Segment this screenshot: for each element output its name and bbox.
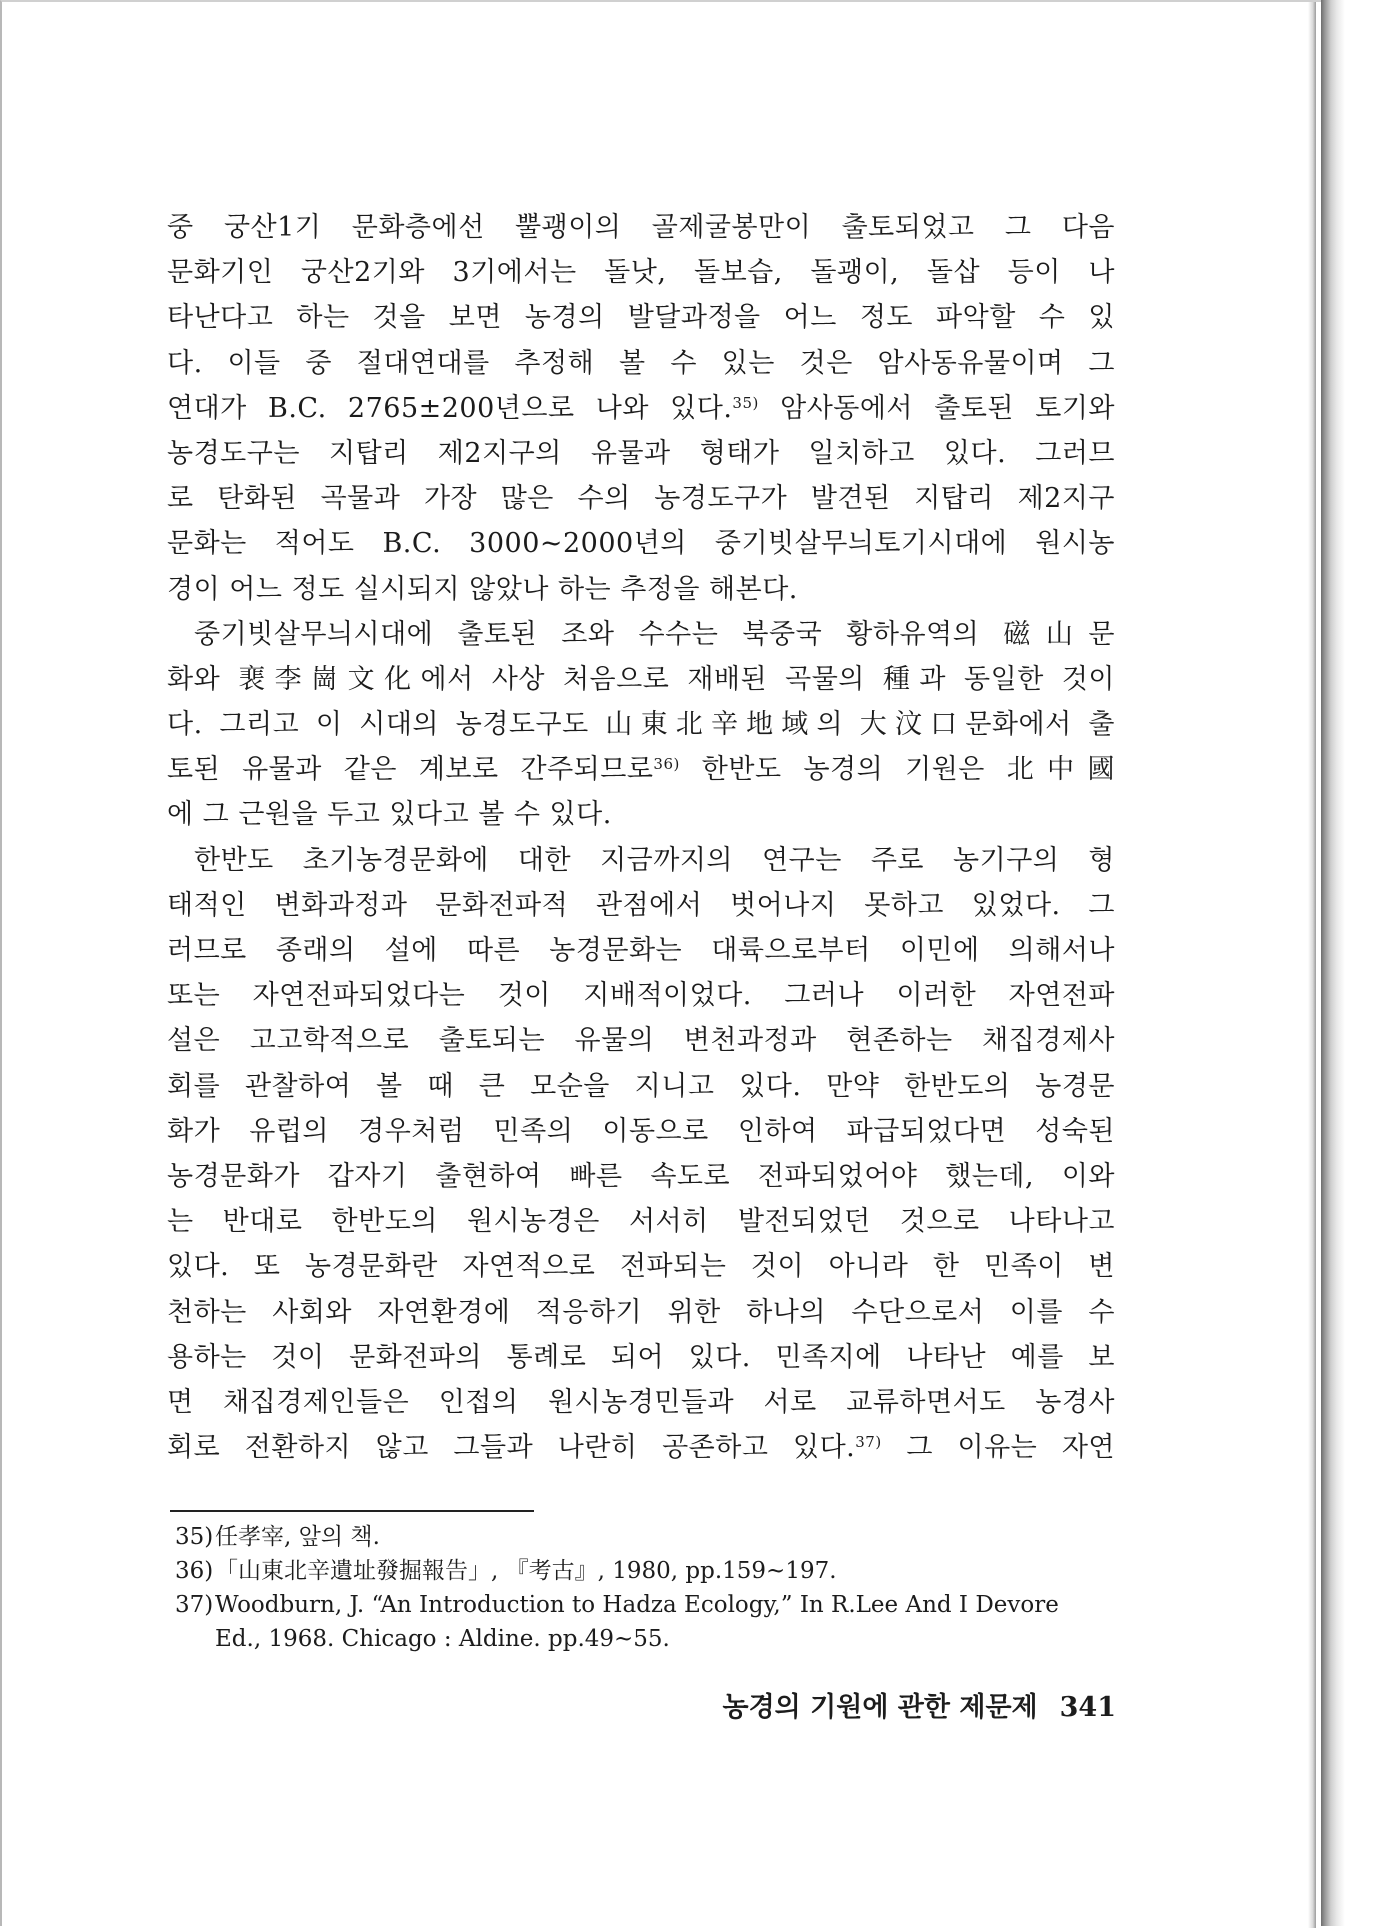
text-line: 용하는 것이 문화전파의 통례로 되어 있다. 민족지에 나타난 예를 보 bbox=[167, 1341, 1115, 1373]
footnote-37 bbox=[175, 1588, 1115, 1622]
footnote-number: 37) bbox=[175, 1592, 214, 1618]
text-line: 또는 자연전파되었다는 것이 지배적이었다. 그러나 이러한 자연전파 bbox=[167, 980, 1115, 1012]
body-text bbox=[167, 205, 1115, 1470]
note-ref-36: 36) bbox=[653, 755, 680, 774]
text-line: 회를 관찰하여 볼 때 큰 모순을 지니고 있다. 만약 한반도의 농경문 bbox=[167, 1070, 1115, 1102]
running-title: 농경의 기원에 관한 제문제 bbox=[722, 1692, 1038, 1723]
text-line: 화가 유럽의 경우처럼 민족의 이동으로 인하여 파급되었다면 성숙된 bbox=[167, 1115, 1115, 1147]
text-line: 태적인 변화과정과 문화전파적 관점에서 벗어나지 못하고 있었다. 그 bbox=[167, 889, 1115, 921]
footnote-number: 35) bbox=[175, 1524, 214, 1550]
page-edge-shadow bbox=[1321, 0, 1399, 1926]
text-line: 중기빗살무늬시대에 출토된 조와 수수는 북중국 황하유역의 磁山문 bbox=[194, 618, 1115, 650]
footnote-separator bbox=[170, 1510, 534, 1512]
text-line: 에 그 근원을 두고 있다고 볼 수 있다. bbox=[167, 799, 612, 831]
page-number: 341 bbox=[1059, 1692, 1116, 1723]
note-ref-35: 35) bbox=[732, 393, 759, 412]
text-line: 면 채집경제인들은 인접의 원시농경민들과 서로 교류하면서도 농경사 bbox=[167, 1386, 1115, 1418]
text-line-with-note: 토된 유물과 같은 계보로 간주되므로$^{36)}$ 한반도 농경의 기원은 北中國 bbox=[167, 754, 1115, 786]
text-line: 농경문화가 갑자기 출현하여 빠른 속도로 전파되었어야 했는데, 이와 bbox=[167, 1160, 1115, 1192]
text-line: 한반도 초기농경문화에 대한 지금까지의 연구는 주로 농기구의 형 bbox=[194, 844, 1115, 876]
text-line: 경이 어느 정도 실시되지 않았나 하는 추정을 해본다. bbox=[167, 573, 798, 605]
page-edge bbox=[1308, 2, 1316, 1928]
text-line: 로 탄화된 곡물과 가장 많은 수의 농경도구가 발견된 지탑리 제2지구 bbox=[167, 483, 1115, 515]
text-line: 타난다고 하는 것을 보면 농경의 발달과정을 어느 정도 파악할 수 있 bbox=[167, 302, 1115, 334]
footnote-35 bbox=[175, 1520, 1115, 1554]
running-footer bbox=[702, 1685, 1116, 1724]
text-line-with-note: 회로 전환하지 않고 그들과 나란히 공존하고 있다.$^{37)}$ 그 이유는 자연 bbox=[167, 1432, 1115, 1464]
text-line: 는 반대로 한반도의 원시농경은 서서히 발전되었던 것으로 나타나고 bbox=[167, 1206, 1115, 1238]
text-line: 있다. 또 농경문화란 자연적으로 전파되는 것이 아니라 한 민족이 변 bbox=[167, 1251, 1115, 1283]
footnotes bbox=[175, 1520, 1115, 1656]
text-line: 중 궁산1기 문화층에선 뿔괭이의 골제굴봉만이 출토되었고 그 다음 bbox=[167, 212, 1115, 243]
text-line: 문화기인 궁산2기와 3기에서는 돌낫, 돌보습, 돌괭이, 돌삽 등이 나 bbox=[167, 257, 1115, 289]
text-line: 설은 고고학적으로 출토되는 유물의 변천과정과 현존하는 채집경제사 bbox=[167, 1025, 1115, 1057]
text-line: 화와 裵李崗文化에서 사상 처음으로 재배된 곡물의 種과 동일한 것이 bbox=[167, 663, 1115, 695]
text-line: 다. 이들 중 절대연대를 추정해 볼 수 있는 것은 암사동유물이며 그 bbox=[167, 347, 1115, 379]
text-line: 문화는 적어도 B.C. 3000~2000년의 중기빗살무늬토기시대에 원시농 bbox=[167, 528, 1115, 560]
footnote-text: 任孝宰, 앞의 책. bbox=[215, 1524, 380, 1550]
text-line: 천하는 사회와 자연환경에 적응하기 위한 하나의 수단으로서 이를 수 bbox=[167, 1296, 1115, 1328]
text-line-with-note: 연대가 B.C. 2765±200년으로 나와 있다.$^{35)}$ 암사동에서 출토된 토기와 bbox=[167, 392, 1115, 424]
footnote-36 bbox=[175, 1554, 1115, 1588]
note-ref-37: 37) bbox=[855, 1433, 882, 1452]
footnote-text: 「山東北辛遺址發掘報告」, 『考古』, 1980, pp.159~197. bbox=[215, 1558, 837, 1584]
footnote-number: 36) bbox=[175, 1558, 214, 1584]
text-line: 러므로 종래의 설에 따른 농경문화는 대륙으로부터 이민에 의해서나 bbox=[167, 935, 1115, 966]
text-line: 농경도구는 지탑리 제2지구의 유물과 형태가 일치하고 있다. 그러므 bbox=[167, 437, 1115, 469]
footnote-text: Woodburn, J. “An Introduction to Hadza Ecology,” In R.Lee And I Devore bbox=[215, 1592, 1059, 1618]
footnote-37-continued: Ed., 1968. Chicago : Aldine. pp.49~55. bbox=[215, 1626, 670, 1652]
text-line: 다. 그리고 이 시대의 농경도구도 山東北辛地域의 大汶口문화에서 출 bbox=[167, 709, 1115, 741]
